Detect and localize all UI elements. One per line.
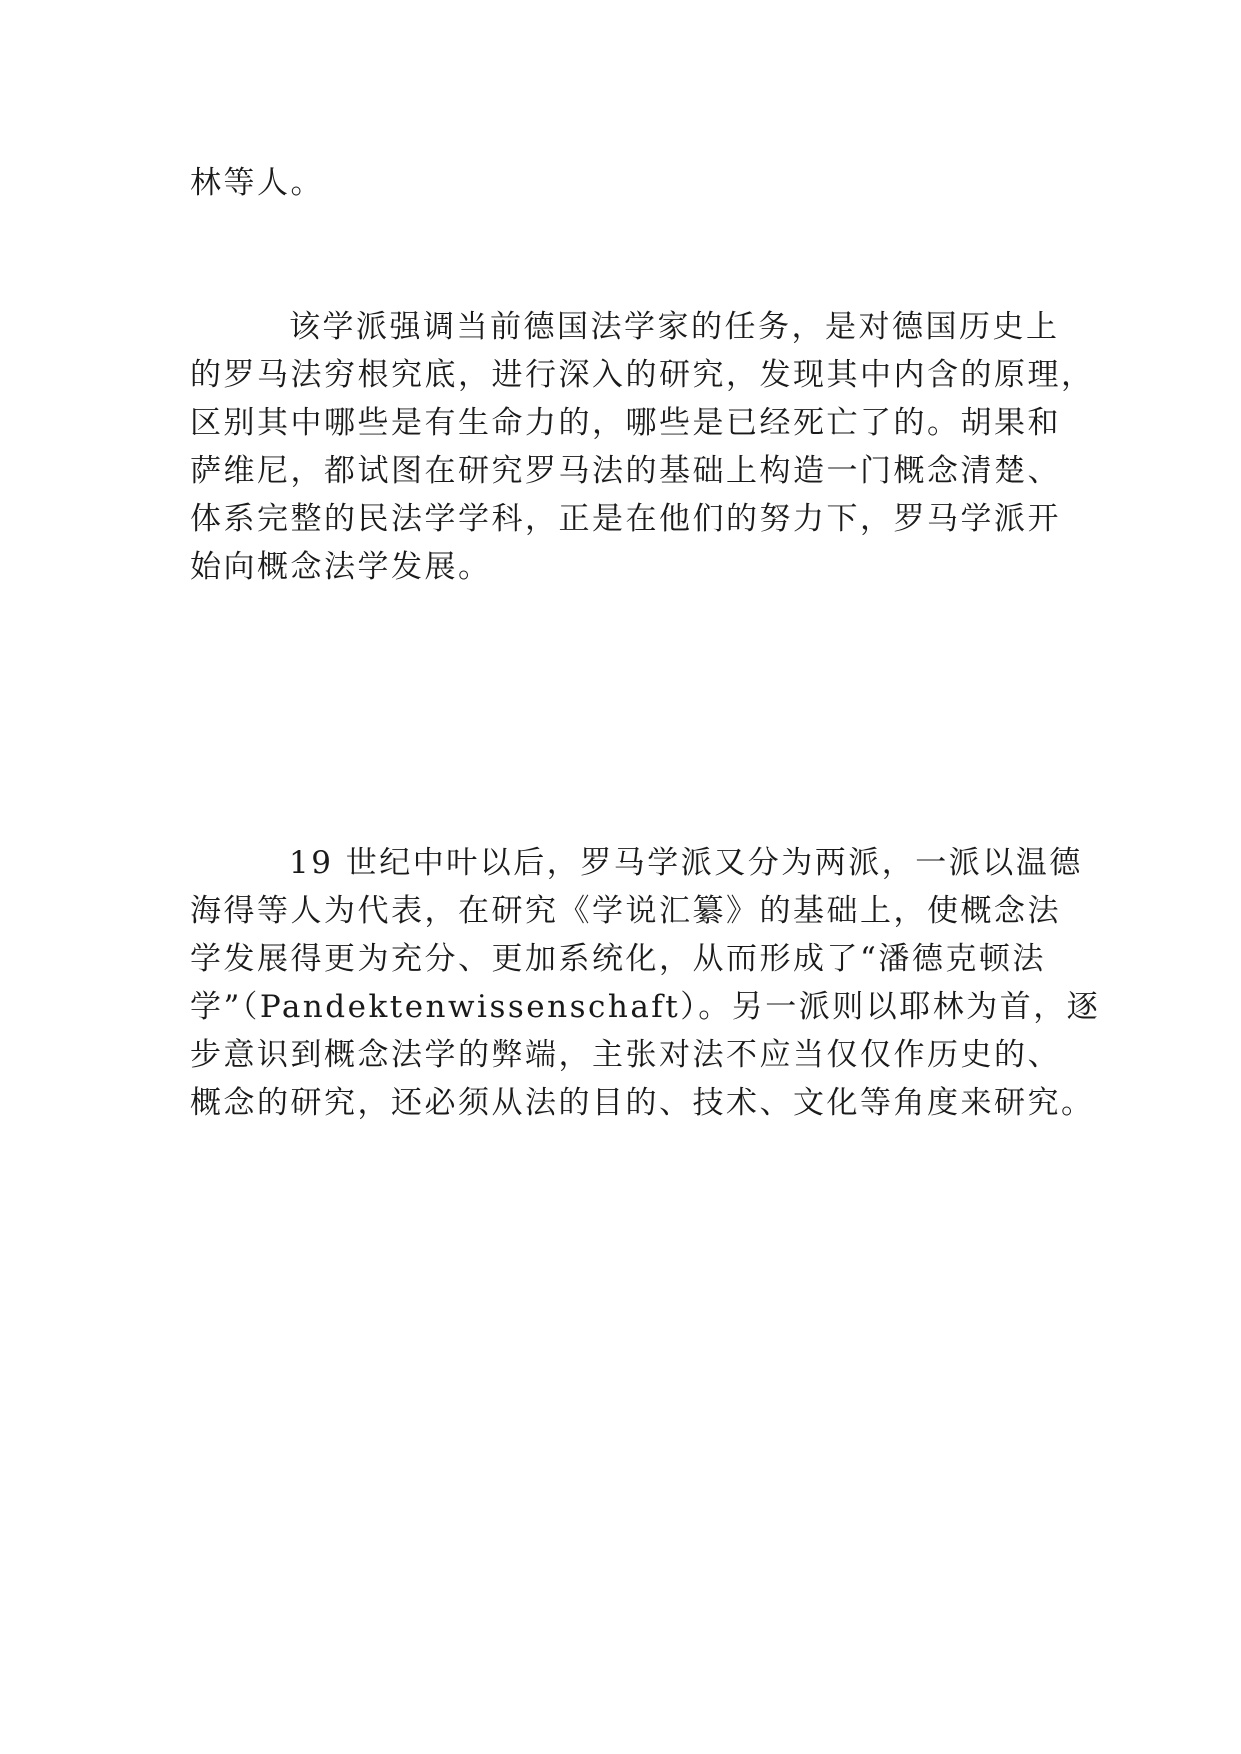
paragraph-2-line-1: 该学派强调当前德国法学家的任务，是对德国历史上	[289, 309, 1060, 345]
paragraph-3-line-6: 概念的研究，还必须从法的目的、技术、文化等角度来研究。	[190, 1085, 1095, 1121]
paragraph-3-line-2: 海得等人为代表，在研究《学说汇纂》的基础上，使概念法	[190, 893, 1061, 929]
paragraph-2-line-2: 的罗马法穷根究底，进行深入的研究，发现其中内含的原理，	[190, 357, 1095, 393]
paragraph-2-line-3: 区别其中哪些是有生命力的，哪些是已经死亡了的。胡果和	[190, 405, 1061, 441]
paragraph-3-line-1: 19 世纪中叶以后，罗马学派又分为两派，一派以温德	[289, 845, 1083, 881]
paragraph-2-line-5: 体系完整的民法学学科，正是在他们的努力下，罗马学派开	[190, 501, 1061, 537]
paragraph-3-line-4: 学”（Pandektenwissenschaft）。另一派则以耶林为首，逐	[190, 989, 1101, 1025]
paragraph-3-line-3: 学发展得更为充分、更加系统化，从而形成了“潘德克顿法	[190, 941, 1046, 977]
paragraph-1-line-1: 林等人。	[190, 165, 324, 201]
paragraph-2-line-4: 萨维尼，都试图在研究罗马法的基础上构造一门概念清楚、	[190, 453, 1061, 489]
paragraph-3-line-5: 步意识到概念法学的弊端，主张对法不应当仅仅作历史的、	[190, 1037, 1061, 1073]
paragraph-2-line-6: 始向概念法学发展。	[190, 549, 492, 585]
